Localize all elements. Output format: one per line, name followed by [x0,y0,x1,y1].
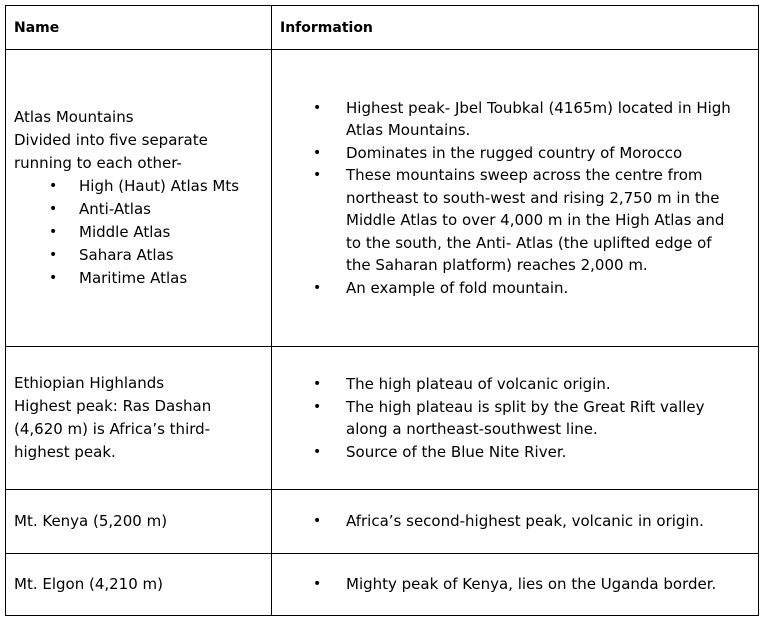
info-list [272,510,758,533]
info-cell [272,347,759,490]
name-line: Atlas Mountains [14,108,134,126]
header-name: Name [6,6,272,50]
bullet-icon: • [49,224,58,240]
atlas-ranges-list [14,175,271,290]
info-list [272,573,758,596]
bullet-icon: • [49,270,58,286]
name-line: highest peak. [14,443,116,461]
list-item: • The high plateau is split by the Great Rift valley along a northeast-southwest line. [313,397,705,438]
bullet-icon: • [313,167,322,184]
bullet-icon: • [313,376,322,392]
bullet-icon: • [49,247,58,263]
info-cell [272,490,759,554]
name-line: Highest peak: Ras Dashan [14,397,212,415]
name-cell [6,50,272,347]
name-line: Ethiopian Highlands [14,374,165,392]
list-item: • Maritime Atlas [14,267,271,290]
table-row [6,347,759,490]
header-row [6,6,759,50]
bullet-icon: • [313,576,322,593]
name-line: Mt. Kenya (5,200 m) [14,512,168,530]
name-line: (4,620 m) is Africa’s third- [14,420,211,438]
list-item: • Africa’s second-highest peak, volcanic in origin. [272,510,758,533]
info-cell [272,554,759,616]
mountains-table [5,5,759,616]
name-line: Mt. Elgon (4,210 m) [14,575,164,593]
bullet-icon: • [49,201,58,217]
list-item: • These mountains sweep across the centre from northeast to south-west and rising 2,750 m in the Middle Atlas to over 4,000 m in the High Atlas and to the south, the Anti- Atlas (the uplifted edge of the Saharan platform) reaches 2,000 m. [313,166,725,275]
list-item: • An example of fold mountain. [272,277,758,300]
list-item: • The high plateau of volcanic origin. [272,373,758,396]
bullet-icon: • [313,144,322,161]
bullet-icon: • [313,99,322,116]
table-row [6,490,759,554]
list-item: • High (Haut) Atlas Mts [14,175,271,198]
bullet-icon: • [313,279,322,296]
header-information: Information [272,6,759,50]
bullet-icon: • [313,398,322,415]
info-list [272,97,758,300]
list-item: • Highest peak- Jbel Toubkal (4165m) located in High Atlas Mountains. [313,98,731,140]
table-row [6,554,759,616]
bullet-icon: • [313,513,322,530]
name-cell [6,490,272,554]
list-item: • Anti-Atlas [14,198,271,221]
bullet-icon: • [313,443,322,460]
list-item: • Middle Atlas [14,221,271,244]
name-cell [6,554,272,616]
bullet-icon: • [49,178,58,194]
info-cell [272,50,759,347]
list-item: • Sahara Atlas [14,244,271,267]
name-cell [6,347,272,490]
name-line: running to each other- [14,154,182,172]
info-list [272,373,758,463]
list-item: • Mighty peak of Kenya, lies on the Uganda border. [272,573,758,596]
name-line: Divided into five separate [14,131,208,149]
list-item: • Source of the Blue Nite River. [272,441,758,464]
list-item: • Dominates in the rugged country of Morocco [272,142,758,165]
table-row [6,50,759,347]
